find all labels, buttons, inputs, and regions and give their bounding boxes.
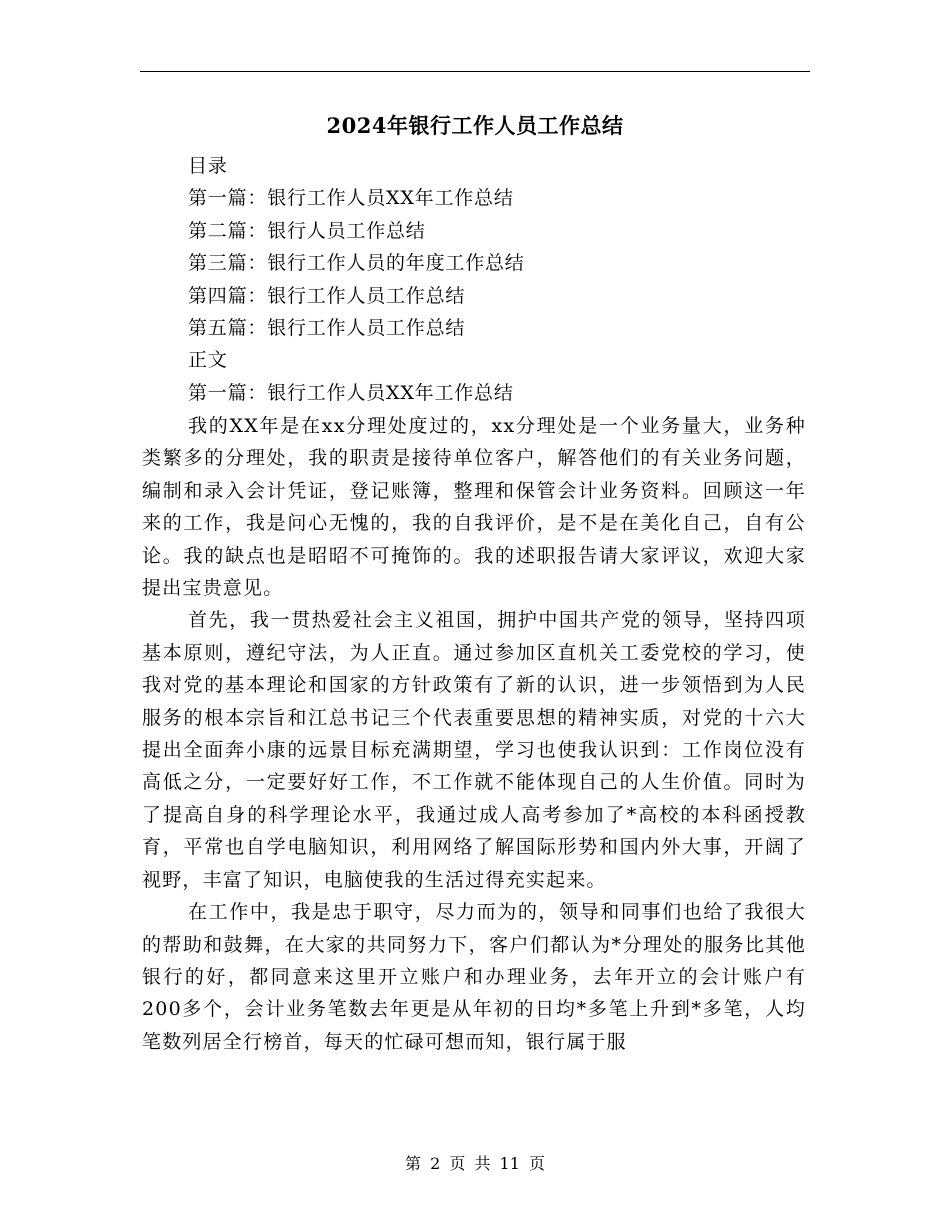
toc-item: 第四篇：银行工作人员工作总结 — [188, 284, 466, 307]
section-title: 第一篇：银行工作人员XX年工作总结 — [188, 381, 514, 404]
header-rule — [140, 71, 810, 72]
body-heading: 正文 — [188, 349, 228, 372]
body-text — [142, 410, 806, 1058]
paragraph: 我的XX年是在xx分理处度过的，xx分理处是一个业务量大，业务种类繁多的分理处，我的职责是接待单位客户，解答他们的有关业务问题，编制和录入会计凭证，登记账簿，整理和保管会计业务资料。回顾这一年来的工作，我是问心无愧的，我的自我评价，是不是在美化自己，自有公论。我的缺点也是昭昭不可掩饰的。我的述职报告请大家评议，欢迎大家提出宝贵意见。 — [142, 415, 806, 600]
document-title: 2024年银行工作人员工作总结 — [326, 113, 624, 138]
toc-item: 第五篇：银行工作人员工作总结 — [188, 316, 466, 339]
paragraph: 在工作中，我是忠于职守，尽力而为的，领导和同事们也给了我很大的帮助和鼓舞，在大家的共同努力下，客户们都认为*分理处的服务比其他银行的好，都同意来这里开立账户和办理业务，去年开立的会计账户有200多个，会计业务笔数去年更是从年初的日均*多笔上升到*多笔，人均笔数列居全行榜首，每天的忙碌可想而知，银行属于服 — [142, 901, 806, 1053]
toc-heading: 目录 — [188, 155, 228, 177]
toc-item: 第一篇：银行工作人员XX年工作总结 — [188, 187, 514, 210]
table-of-contents — [188, 150, 808, 409]
page-footer: 第 2 页 共 11 页 — [405, 1154, 545, 1173]
toc-item: 第二篇：银行人员工作总结 — [188, 219, 426, 242]
paragraph: 首先，我一贯热爱社会主义祖国，拥护中国共产党的领导，坚持四项基本原则，遵纪守法，为人正直。通过参加区直机关工委党校的学习，使我对党的基本理论和国家的方针政策有了新的认识，进一步领悟到为人民服务的根本宗旨和江总书记三个代表重要思想的精神实质，对党的十六大提出全面奔小康的远景目标充满期望，学习也使我认识到：工作岗位没有高低之分，一定要好好工作，不工作就不能体现自己的人生价值。同时为了提高自身的科学理论水平，我通过成人高考参加了*高校的本科函授教育，平常也自学电脑知识，利用网络了解国际形势和国内外大事，开阔了视野，丰富了知识，电脑使我的生活过得充实起来。 — [142, 609, 806, 891]
toc-item: 第三篇：银行工作人员的年度工作总结 — [188, 252, 525, 275]
